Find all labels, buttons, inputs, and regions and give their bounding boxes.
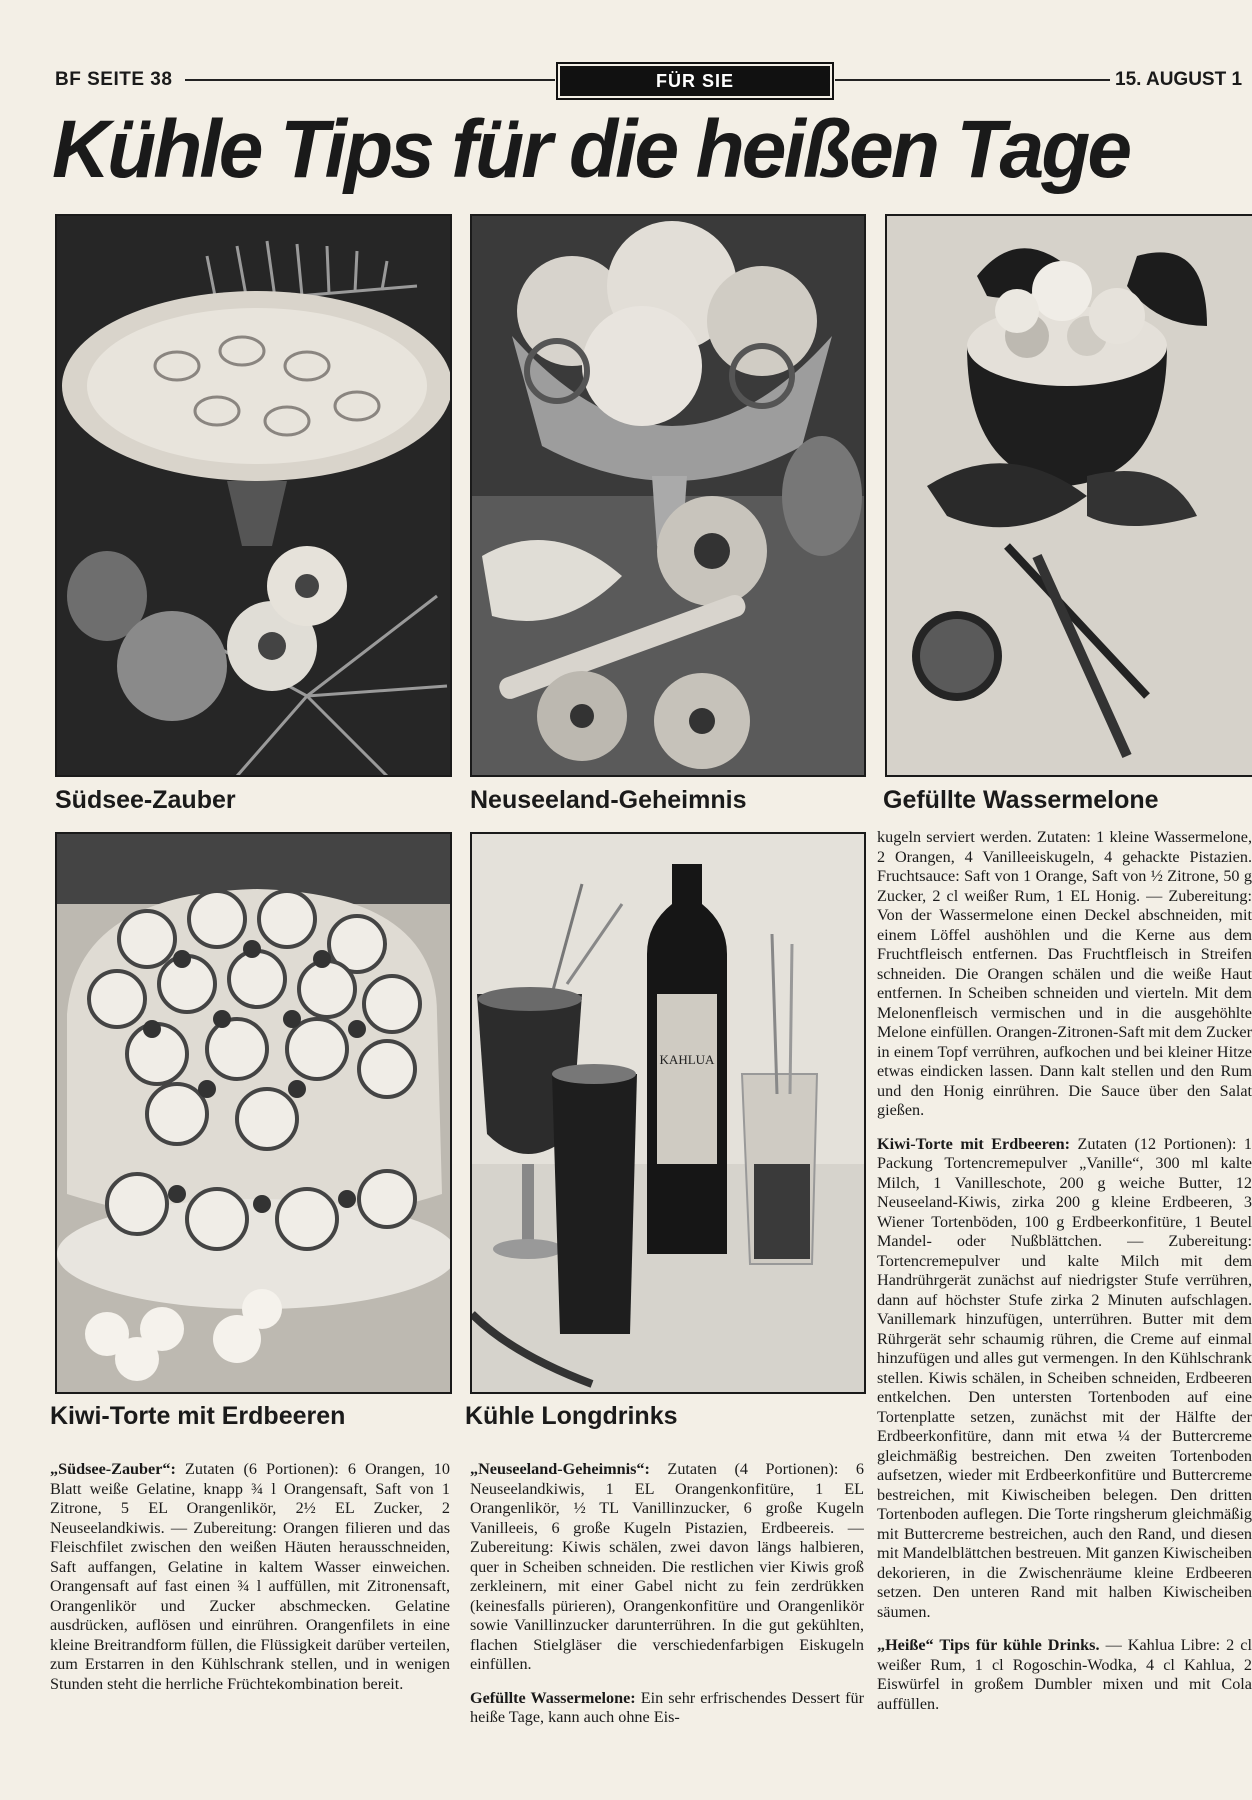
section-label: FÜR SIE: [560, 66, 830, 96]
header-rule-right: [835, 79, 1110, 81]
article-column-3: [877, 828, 1252, 1768]
page-number: BF SEITE 38: [55, 69, 173, 90]
article-column-2: [470, 1460, 864, 1760]
recipe-neuseeland-title: „Neuseeland-Geheimnis“:: [470, 1460, 650, 1478]
photo-gefuellte-wassermelone: [885, 214, 1252, 777]
recipe-melone-intro-text: Ein sehr erfrischendes Dessert für heiße Tage, kann auch ohne Eis-: [470, 1688, 864, 1726]
photo-kiwitorte-image: [57, 834, 450, 1392]
recipe-drinks: [877, 1636, 1252, 1714]
recipe-drinks-title: „Heiße“ Tips für kühle Drinks.: [877, 1636, 1100, 1654]
caption-neuseeland-geheimnis: Neuseeland-Geheimnis: [470, 786, 747, 814]
recipe-suedsee-title: „Südsee-Zauber“:: [50, 1460, 176, 1478]
recipe-melone-continued: kugeln serviert werden. Zutaten: 1 kleine Wassermelone, 2 Orangen, 4 Vanilleeiskugeln, 4 gehackte Pistazien. Fruchtsauce: Saft von 1 Orange, Saft von ½ Zitrone, 50 g Zucker, 2 cl weißer Rum, 1 EL Honig. — Zubereitung: Von der Wassermelone einen Deckel abschneiden, mit einem Löffel aushöhlen und die Kerne aus dem Fruchtfleisch entfernen. Das Fruchtfleisch in Streifen schneiden. Die Orangen schälen und die weiße Haut entfernen. In Scheiben schneiden und vierteln. Mit dem Melonenfleisch vermischen und in die ausgehöhlte Melone einfüllen. Orangen-Zitronen-Saft mit dem Zucker in einem Topf verrühren, aufkochen und bei kleiner Hitze etwas eindicken lassen. Dann kalt stellen und den Rum und den Honig einrühren. Die Sauce über den Salat gießen.: [877, 828, 1252, 1119]
recipe-suedsee: [50, 1460, 450, 1694]
recipe-neuseeland: [470, 1460, 864, 1675]
recipe-neuseeland-text: Zutaten (4 Portionen): 6 Neuseelandkiwis, 1 EL Orangenkonfitüre, 1 EL Orangenlikör, ½ TL Vanillinzucker, 6 große Kugeln Vanilleeis, 6 große Kugeln Pistazien, Erdbeereis. — Zubereitung: Kiwis schälen, zwei davon längs halbieren, quer in Scheiben schneiden. Die restlichen vier Kiwis groß zerkleinern, mit einer Gabel nicht zu fein zerdrükken (keinesfalls pürieren), Orangenkonfitüre und Orangenlikör sowie Vanillinzucker darunterrühren. In die gut gekühlten, flachen Stielgläser die verschiedenfarbigen Eiskugeln einfüllen.: [470, 1460, 864, 1673]
headline: Kühle Tips für die heißen Tage: [52, 104, 1130, 195]
photo-suedsee-image: [57, 216, 450, 775]
photo-melone-image: [887, 216, 1252, 775]
recipe-kiwitorte: [877, 1135, 1252, 1623]
caption-kuehle-longdrinks: Kühle Longdrinks: [465, 1402, 678, 1430]
issue-date: 15. AUGUST 1: [1115, 69, 1243, 90]
recipe-melone-intro: [470, 1689, 864, 1728]
recipe-kiwitorte-text: Zutaten (12 Portionen): 1 Packung Tortencremepulver „Vanille“, 300 ml kalte Milch, 1 Vanilleschote, 200 g weiche Butter, 12 Neuseeland-Kiwis, zirka 200 g kleine Erdbeeren, 3 Wiener Tortenböden, 100 g Erdbeerkonfitüre, 1 Beutel Mandel- oder Nußblättchen. — Zubereitung: Tortencremepulver und kalte Milch mit dem Handrührgerät zunächst auf niedrigster Stufe verrühren, dann auf höchster Stufe zirka 2 Minuten aufschlagen. Vanillemark hinzufügen, unterrühren. Butter mit dem Rührgerät sehr schaumig rühren, die Creme auf einmal hinzufügen und alles gut vermengen. In den Kühlschrank stellen. Kiwis schälen, in Scheiben schneiden, Erdbeeren entkelchen. Den untersten Tortenboden auf eine Tortenplatte setzen, zunächst mit der Hälfte der Erdbeerkonfitüre, dann mit etwa ¼ der Buttercreme gleichmäßig bestreichen. Den zweiten Tortenboden aufsetzen, wieder mit Erdbeerkonfitüre und Buttercreme bestreichen, mit Kiwischeiben belegen. Den dritten Tortenboden auflegen. Die Torte ringsherum gleichmäßig mit Buttercreme bestreichen, auch den Rand, und diesen mit Mandelblättchen bestreuen. Mit ganzen Kiwischeiben dekorieren, in die Zwischenräume kleine Erdbeeren setzen. Den unteren Rand mit halben Kiwischeiben säumen.: [877, 1134, 1252, 1621]
bottle-label-text: KAHLUA: [659, 1052, 715, 1067]
photo-kiwi-torte: [55, 832, 452, 1394]
caption-kiwi-torte: Kiwi-Torte mit Erdbeeren: [50, 1402, 346, 1430]
recipe-drinks-text: — Kahlua Libre: 2 cl weißer Rum, 1 cl Rogoschin-Wodka, 4 cl Kahlua, 2 Eiswürfel in großem Dumbler mixen und mit Cola auffüllen.: [877, 1636, 1252, 1713]
photo-neuseeland-geheimnis: [470, 214, 866, 777]
header-rule-left: [185, 79, 555, 81]
photo-suedsee-zauber: [55, 214, 452, 777]
page-header: [55, 66, 1252, 96]
recipe-melone-title: Gefüllte Wassermelone:: [470, 1688, 636, 1707]
article-column-1: [50, 1460, 450, 1760]
recipe-suedsee-text: Zutaten (6 Portionen): 6 Orangen, 10 Blatt weiße Gelatine, knapp ¾ l Orangensaft, Saft von 1 Zitrone, 5 EL Orangenlikör, 2½ EL Zucker, 2 Neuseelandkiwis. — Zubereitung: Orangen filieren und das Fleischfilet zwischen den weißen Häuten herausschneiden, Saft auffangen, Gelatine in kaltem Wasser einweichen. Orangensaft auf fast einen ¾ l auffüllen, mit Zitronensaft, Orangenlikör und Zucker abschmecken. Gelatine ausdrücken, auflösen und einrühren. Orangenfilets in eine kleine Breitrandform füllen, die Flüssigkeit darüber verteilen, zum Erstarren in den Kühlschrank stellen, und in wenigen Stunden steht die herrliche Früchtekombination bereit.: [50, 1460, 450, 1693]
caption-gefuellte-wassermelone: Gefüllte Wassermelone: [883, 786, 1159, 814]
recipe-kiwitorte-title: Kiwi-Torte mit Erdbeeren:: [877, 1134, 1071, 1153]
photo-longdrinks-image: [472, 834, 864, 1392]
photo-neuseeland-image: [472, 216, 864, 775]
photo-kuehle-longdrinks: [470, 832, 866, 1394]
caption-suedsee-zauber: Südsee-Zauber: [55, 786, 236, 814]
